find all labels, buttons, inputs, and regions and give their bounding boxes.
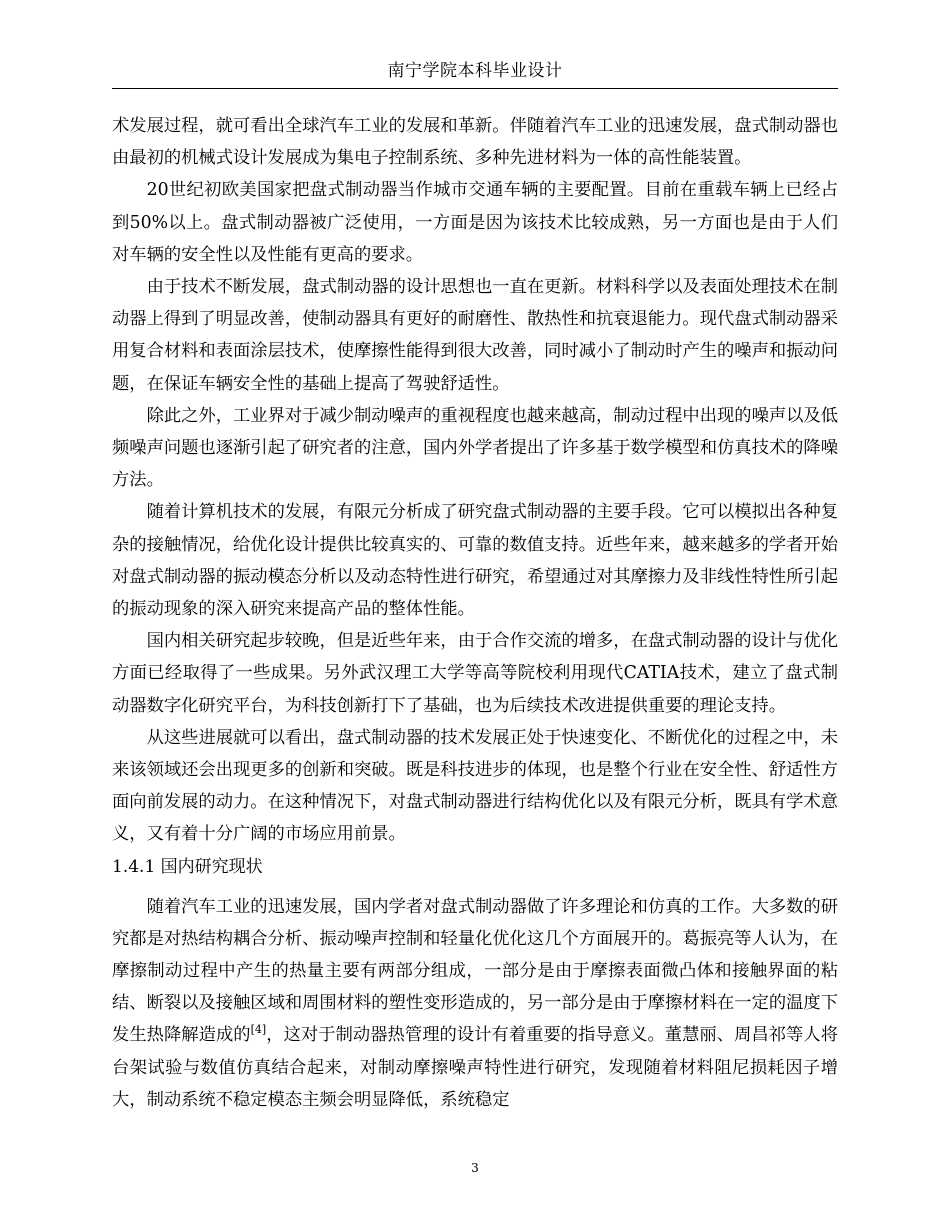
header-rule [112,88,838,89]
paragraph-2: 20世纪初欧美国家把盘式制动器当作城市交通车辆的主要配置。目前在重载车辆上已经占到50%以上。盘式制动器被广泛使用，一方面是因为该技术比较成熟，另一方面也是由于人们对车辆的安全性以及性能有更高的要求。 [112,180,838,265]
paragraph-8 [112,891,838,1116]
paragraph-5: 随着计算机技术的发展，有限元分析成了研究盘式制动器的主要手段。它可以模拟出各种复杂的接触情况，给优化设计提供比较真实的、可靠的数值支持。近些年来，越来越多的学者开始对盘式制动器的振动模态分析以及动态特性进行研究，希望通过对其摩擦力及非线性特性所引起的振动现象的深入研究来提高产品的整体性能。 [112,502,838,620]
paragraph-1: 术发展过程，就可看出全球汽车工业的发展和革新。伴随着汽车工业的迅速发展，盘式制动器也由最初的机械式设计发展成为集电子控制系统、多种先进材料为一体的高性能装置。 [112,116,838,169]
section-heading: 1.4.1 国内研究现状 [112,856,263,877]
paragraph-8-text-a: 随着汽车工业的迅速发展，国内学者对盘式制动器做了许多理论和仿真的工作。大多数的研究都是对热结构耦合分析、振动噪声控制和轻量化优化这几个方面展开的。葛振亮等人认为，在摩擦制动过程中产生的热量主要有两部分组成，一部分是由于摩擦表面微凸体和接触界面的粘结、断裂以及接触区域和周围材料的塑性变形造成的，另一部分是由于摩擦材料在一定的温度下发生热降解造成的 [112,896,838,1046]
paragraph-4: 除此之外，工业界对于减少制动噪声的重视程度也越来越高，制动过程中出现的噪声以及低频噪声问题也逐渐引起了研究者的注意，国内外学者提出了许多基于数学模型和仿真技术的降噪方法。 [112,405,838,491]
paragraph-6: 国内相关研究起步较晚，但是近些年来，由于合作交流的增多，在盘式制动器的设计与优化方面已经取得了一些成果。另外武汉理工大学等高等院校利用现代CATIA技术，建立了盘式制动器数字化研究平台，为科技创新打下了基础，也为后续技术改进提供重要的理论支持。 [112,631,838,716]
paragraph-8-text-b: ，这对于制动器热管理的设计有着重要的指导意义。董慧丽、周昌祁等人将台架试验与数值仿真结合起来，对制动摩擦噪声特性进行研究，发现随着材料阻尼损耗因子增大，制动系统不稳定模态主频会明显降低，系统稳定 [112,1025,838,1110]
page-number: 3 [471,1161,479,1175]
body-text [112,110,838,1116]
paragraph-7: 从这些进展就可以看出，盘式制动器的技术发展正处于快速变化、不断优化的过程之中，未来该领域还会出现更多的创新和突破。既是科技进步的体现，也是整个行业在安全性、舒适性方面向前发展的动力。在这种情况下，对盘式制动器进行结构优化以及有限元分析，既具有学术意义，又有着十分广阔的市场应用前景。 [112,727,838,845]
paragraph-3: 由于技术不断发展，盘式制动器的设计思想也一直在更新。材料科学以及表面处理技术在制动器上得到了明显改善，使制动器具有更好的耐磨性、散热性和抗衰退能力。现代盘式制动器采用复合材料和表面涂层技术，使摩擦性能得到很大改善，同时减小了制动时产生的噪声和振动问题，在保证车辆安全性的基础上提高了驾驶舒适性。 [112,277,838,394]
running-header: 南宁学院本科毕业设计 [387,61,563,81]
citation-ref: [4] [250,1023,267,1037]
